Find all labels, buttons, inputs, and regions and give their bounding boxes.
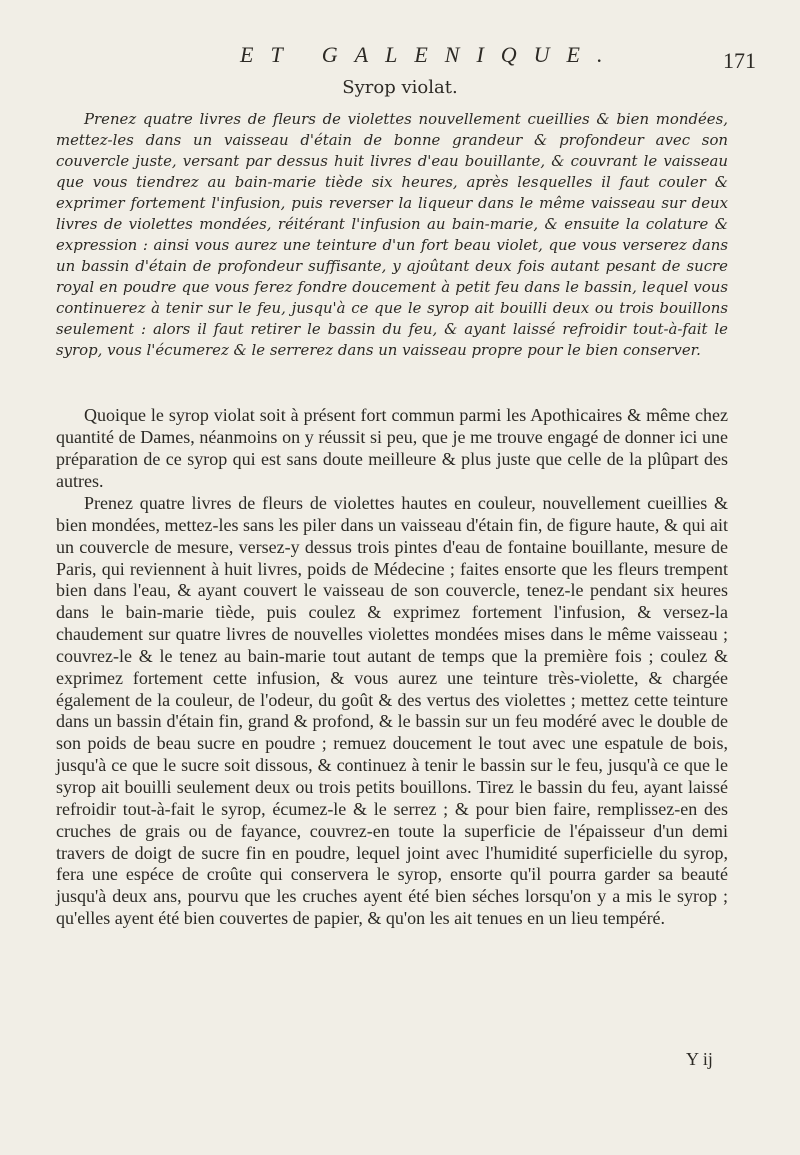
page-number: 171 (723, 48, 756, 73)
recipe-title: Syrop violat. (342, 77, 458, 98)
italic-recipe-paragraph: Prenez quatre livres de fleurs de violettes nouvellement cueillies & bien mondées, mettez-les dans un vaisseau d'étain de bonne grandeur & profondeur avec son couvercle juste, versant par dessus huit livres d'eau bouillante, & couvrant le vaisseau que vous tiendrez au bain-marie tiède six heures, après lesquelles il faut couler & exprimer fortement l'infusion, puis reverser la liqueur dans le même vaisseau sur deux livres de violettes mondées, réitérant l'infusion au bain-marie, & ensuite la colature & expression : ainsi vous aurez une teinture d'un fort beau violet, que vous verserez dans un bassin d'étain de profondeur suffisante, y ajoûtant deux fois autant pesant de sucre royal en poudre que vous ferez fondre doucement à petit feu dans le bassin, lequel vous continuerez à tenir sur le feu, jusqu'à ce que le syrop ait bouilli deux ou trois bouillons seulement : alors il faut retirer le bassin du feu, & ayant laissé refroidir tout-à-fait le syrop, vous l'écumerez & le serrerez dans un vaisseau propre pour le bien conserver. (56, 110, 728, 359)
running-head: ET GALENIQUE. (240, 42, 620, 67)
signature-mark: Y ij (686, 1049, 713, 1069)
body-paragraph-1: Quoique le syrop violat soit à présent fort commun parmi les Apothicaires & même chez quantité de Dames, néanmoins on y réussit si peu, que je me trouve engagé de donner ici une préparation de ce syrop qui est sans doute meilleure & plus juste que celle de la plûpart des autres. (56, 405, 728, 491)
body-paragraph-2: Prenez quatre livres de fleurs de violettes hautes en couleur, nouvellement cueillies & bien mondées, mettez-les sans les piler dans un vaisseau d'étain fin, de figure haute, & qui ait un couvercle de mesure, versez-y dessus trois pintes d'eau de fontaine bouillante, mesure de Paris, qui reviennent à huit livres, poids de Médecine ; faites ensorte que les fleurs trempent bien dans l'eau, & ayant couvert le vaisseau de son couvercle, tenez-le pendant six heures dans le bain-marie tiède, puis coulez & exprimez fortement l'infusion, & versez-la chaudement sur quatre livres de nouvelles violettes mondées mises dans le même vaisseau ; couvrez-le & le tenez au bain-marie tout autant de temps que la première fois ; coulez & exprimez fortement cette infusion, & vous aurez une teinture très-violette, & chargée également de la couleur, de l'odeur, du goût & des vertus des violettes ; mettez cette teinture dans un bassin d'étain fin, grand & profond, & le bassin sur un feu modéré avec le double de son poids de beau sucre en poudre ; remuez doucement le tout avec une espatule de bois, jusqu'à ce que le sucre soit dissous, & continuez à tenir le bassin sur le feu, jusqu'à ce que le syrop ait bouilli seulement deux ou trois petits bouillons. Tirez le bassin du feu, ayant laissé refroidir tout-à-fait le syrop, écumez-le & le serrez ; & pour bien faire, remplissez-en des cruches de grais ou de fayance, couvrez-en toute la superficie de l'épaisseur d'un demi travers de doigt de sucre fin en poudre, lequel joint avec l'humidité superficielle du syrop, fera une espéce de croûte qui conservera le syrop, ensorte qu'il pourra garder sa beauté jusqu'à deux ans, pourvu que les cruches ayent été bien séches lorsqu'on y a mis le syrop ; qu'elles ayent été bien couvertes de papier, & qu'on les ait tenues en un lieu tempéré. (56, 493, 728, 929)
